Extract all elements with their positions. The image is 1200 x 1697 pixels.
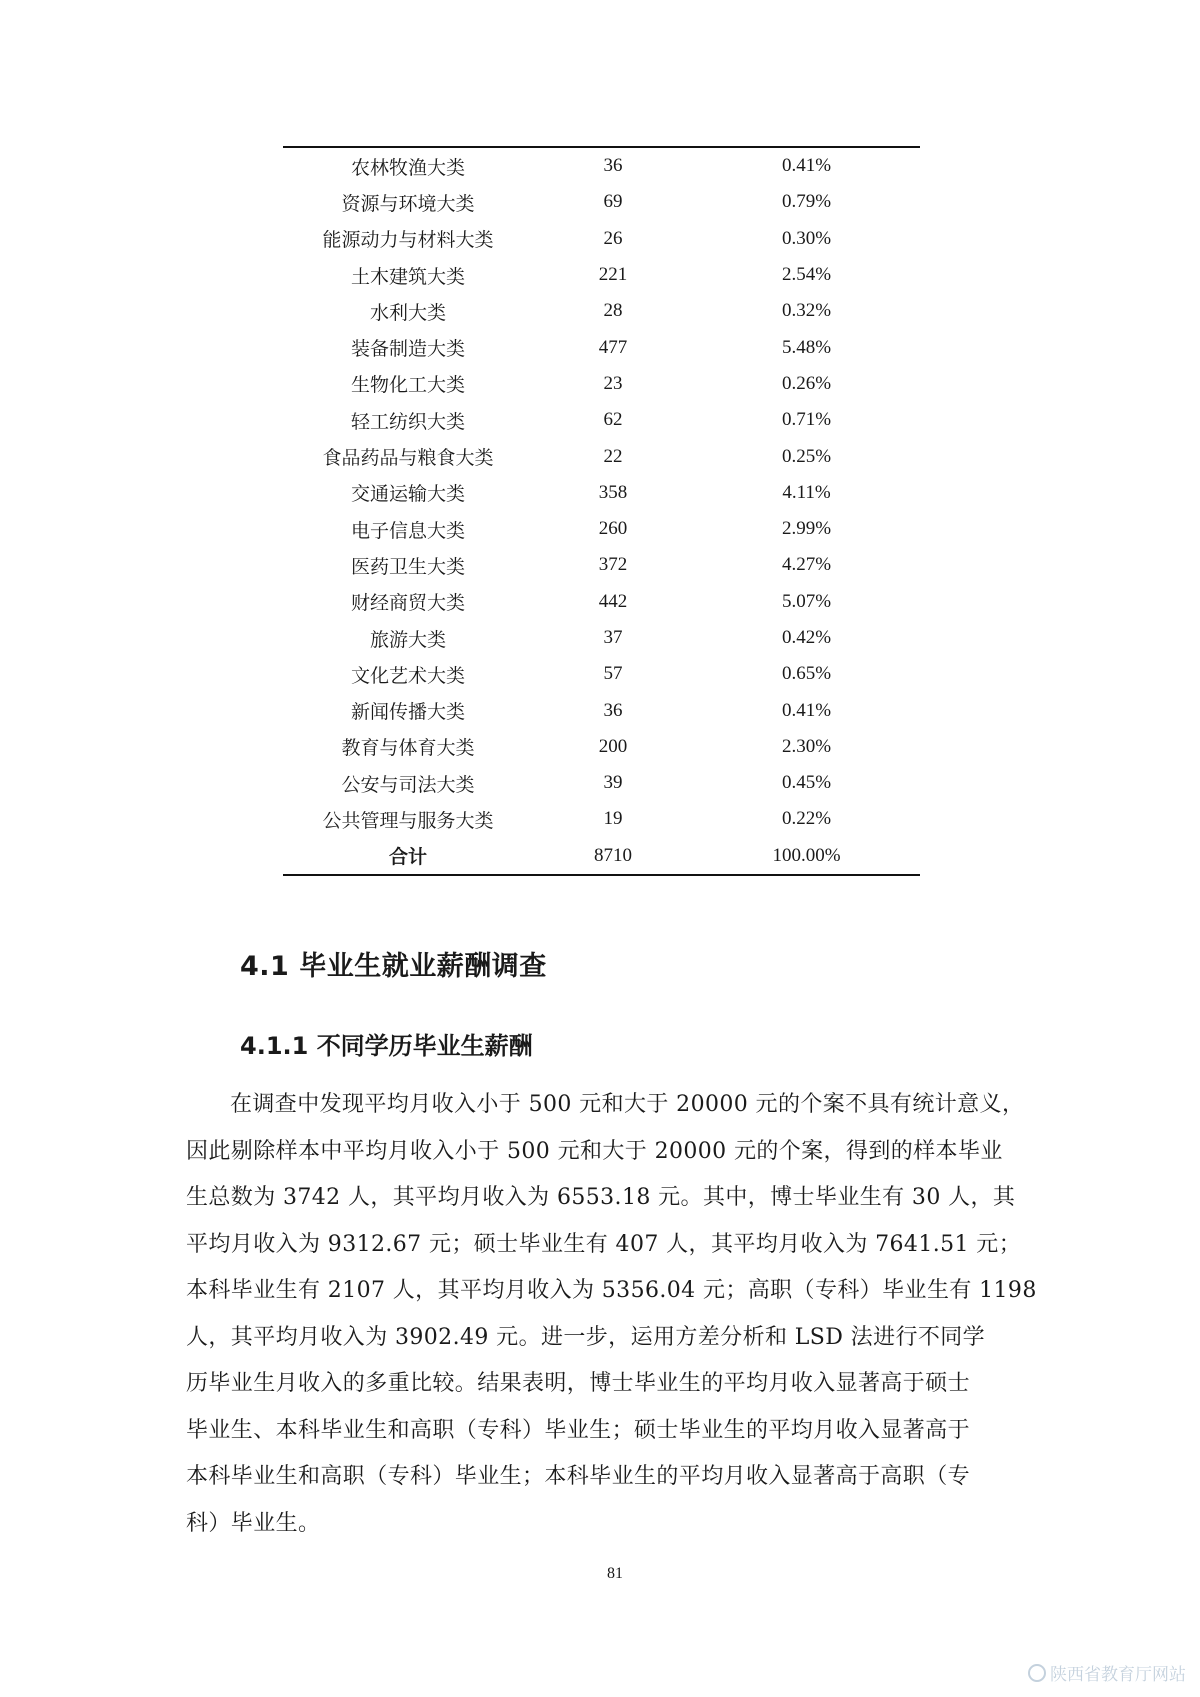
percent-cell: 0.25% — [781, 445, 832, 467]
count-cell: 36 — [603, 155, 623, 177]
paragraph-line: 在调查中发现平均月收入小于 500 元和大于 20000 元的个案不具有统计意义， — [230, 1092, 1025, 1117]
table-row — [283, 584, 920, 620]
percent-cell: 0.45% — [781, 772, 832, 794]
count-cell: 36 — [603, 699, 623, 721]
category-cell: 合计 — [388, 846, 427, 869]
table-row — [283, 547, 920, 583]
count-cell: 260 — [598, 518, 628, 540]
percent-cell: 2.54% — [781, 264, 832, 286]
watermark-logo-icon — [1028, 1664, 1046, 1682]
count-cell: 8710 — [594, 844, 632, 866]
paragraph-line: 历毕业生月收入的多重比较。结果表明，博士毕业生的平均月收入显著高于硕士 — [186, 1371, 971, 1396]
table-row — [283, 692, 920, 728]
count-cell: 23 — [603, 372, 623, 394]
category-cell: 财经商贸大类 — [350, 592, 465, 615]
percent-cell: 4.27% — [781, 554, 832, 576]
table-row — [283, 257, 920, 293]
paragraph-line: 人，其平均月收入为 3902.49 元。进一步，运用方差分析和 LSD 法进行不同学 — [186, 1324, 986, 1350]
table-row — [283, 184, 920, 220]
percent-cell: 100.00% — [772, 844, 841, 866]
count-cell: 37 — [603, 627, 623, 648]
major-category-table — [283, 146, 920, 876]
count-cell: 442 — [598, 590, 628, 612]
percent-cell: 4.11% — [782, 481, 831, 503]
table-row — [283, 656, 920, 692]
percent-cell: 2.30% — [781, 735, 832, 757]
percent-cell: 0.30% — [781, 227, 832, 249]
category-cell: 生物化工大类 — [350, 374, 465, 397]
category-cell: 水利大类 — [369, 301, 446, 324]
table-row — [283, 801, 920, 837]
table-row — [283, 511, 920, 547]
table-row — [283, 148, 920, 184]
count-cell: 39 — [603, 772, 623, 794]
count-cell: 200 — [598, 735, 628, 757]
category-cell: 装备制造大类 — [350, 338, 465, 361]
percent-cell: 0.22% — [781, 808, 832, 830]
count-cell: 69 — [603, 191, 623, 213]
table-row — [283, 366, 920, 402]
subsection-heading: 4.1.1 不同学历毕业生薪酬 — [240, 1032, 533, 1060]
table-row — [283, 620, 920, 656]
category-cell: 轻工纺织大类 — [350, 410, 465, 433]
percent-cell: 0.41% — [781, 155, 832, 177]
body-paragraph — [186, 1082, 1036, 1547]
paragraph-line: 本科毕业生有 2107 人，其平均月收入为 5356.04 元；高职（专科）毕业生有 1198 — [186, 1278, 1037, 1303]
category-cell: 旅游大类 — [369, 628, 446, 651]
table-row — [283, 729, 920, 765]
count-cell: 26 — [603, 227, 623, 249]
count-cell: 22 — [603, 445, 623, 467]
category-cell: 公共管理与服务大类 — [322, 809, 494, 832]
category-cell: 医药卫生大类 — [350, 555, 465, 578]
paragraph-line: 科）毕业生。 — [186, 1510, 321, 1536]
count-cell: 358 — [598, 481, 628, 503]
table-row — [283, 438, 920, 474]
count-cell: 19 — [603, 808, 623, 830]
category-cell: 资源与环境大类 — [341, 192, 475, 215]
percent-cell: 5.48% — [781, 336, 832, 358]
table-row — [283, 402, 920, 438]
category-cell: 文化艺术大类 — [350, 664, 465, 687]
category-cell: 食品药品与粮食大类 — [322, 447, 494, 470]
category-cell: 交通运输大类 — [350, 483, 465, 506]
percent-cell: 0.41% — [781, 699, 832, 721]
category-cell: 能源动力与材料大类 — [322, 229, 494, 252]
watermark — [1028, 1660, 1186, 1685]
table-row — [283, 475, 920, 511]
table-row — [283, 329, 920, 365]
category-cell: 教育与体育大类 — [341, 737, 475, 760]
count-cell: 28 — [603, 300, 623, 322]
percent-cell: 0.42% — [781, 627, 832, 648]
count-cell: 372 — [598, 554, 628, 576]
paragraph-line: 毕业生、本科毕业生和高职（专科）毕业生；硕士毕业生的平均月收入显著高于 — [186, 1417, 971, 1443]
table-row — [283, 293, 920, 329]
percent-cell: 0.65% — [781, 663, 832, 685]
count-cell: 221 — [598, 264, 628, 286]
category-cell: 农林牧渔大类 — [350, 156, 465, 179]
percent-cell: 5.07% — [781, 590, 832, 612]
count-cell: 62 — [603, 409, 623, 431]
paragraph-line: 因此剔除样本中平均月收入小于 500 元和大于 20000 元的个案，得到的样本毕业 — [186, 1138, 1003, 1164]
table-row — [283, 765, 920, 801]
category-cell: 公安与司法大类 — [341, 773, 475, 796]
category-cell: 电子信息大类 — [350, 519, 465, 542]
count-cell: 477 — [598, 336, 628, 358]
category-cell: 新闻传播大类 — [350, 701, 465, 724]
percent-cell: 0.71% — [781, 409, 832, 431]
percent-cell: 0.26% — [781, 372, 832, 394]
table-row — [283, 221, 920, 257]
table-total-row — [283, 838, 920, 874]
count-cell: 57 — [603, 663, 623, 685]
paragraph-line: 生总数为 3742 人，其平均月收入为 6553.18 元。其中，博士毕业生有 30 人，其 — [186, 1185, 1016, 1210]
section-heading: 4.1 毕业生就业薪酬调查 — [240, 951, 547, 982]
watermark-text: 陕西省教育厅网站 — [1050, 1665, 1186, 1685]
percent-cell: 2.99% — [781, 518, 832, 540]
page-number: 81 — [607, 1565, 623, 1582]
paragraph-line: 平均月收入为 9312.67 元；硕士毕业生有 407 人，其平均月收入为 7641.51 元； — [186, 1231, 1022, 1257]
percent-cell: 0.32% — [781, 300, 832, 322]
paragraph-line: 本科毕业生和高职（专科）毕业生；本科毕业生的平均月收入显著高于高职（专 — [186, 1464, 971, 1489]
percent-cell: 0.79% — [781, 191, 832, 213]
category-cell: 土木建筑大类 — [350, 265, 465, 288]
